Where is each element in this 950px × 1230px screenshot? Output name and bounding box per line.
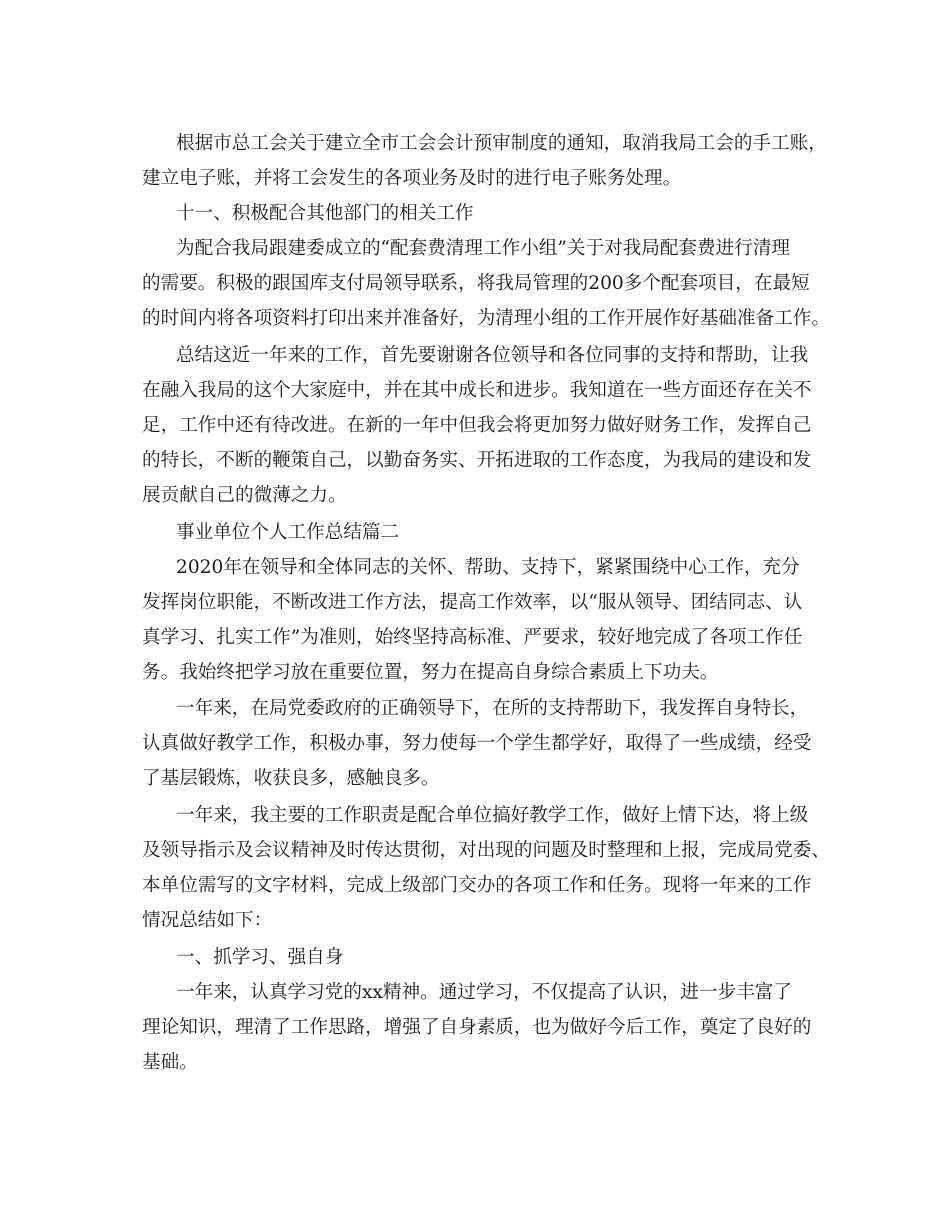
text-line: 在融入我局的这个大家庭中，并在其中成长和进步。我知道在一些方面还存在关不: [142, 380, 812, 401]
text-line: 发挥岗位职能，不断改进工作方法，提高工作效率，以“服从领导、团结同志、认: [142, 592, 803, 613]
text-line: 根据市总工会关于建立全市工会会计预审制度的通知，取消我局工会的手工账，: [176, 133, 827, 154]
text-line: 展贡献自己的微薄之力。: [142, 485, 347, 506]
text-line: 理论知识，理清了工作思路，增强了自身素质，也为做好今后工作，奠定了良好的: [142, 1017, 812, 1038]
text-line: 一年来，认真学习党的xx精神。通过学习，不仅提高了认识，进一步丰富了: [176, 982, 792, 1003]
text-line: 的特长，不断的鞭策自己，以勤奋务实、开拓进取的工作态度，为我局的建设和发: [142, 450, 812, 471]
text-line: 建立电子账，并将工会发生的各项业务及时的进行电子账务处理。: [142, 168, 682, 189]
section-heading: 十一、积极配合其他部门的相关工作: [176, 203, 474, 224]
section-heading: 一、抓学习、强自身: [176, 947, 344, 968]
text-line: 总结这近一年来的工作，首先要谢谢各位领导和各位同事的支持和帮助，让我: [176, 345, 809, 366]
text-line: 了基层锻炼，收获良多，感触良多。: [142, 768, 440, 789]
text-line: 足，工作中还有待改进。在新的一年中但我会将更加努力做好财务工作，发挥自己: [142, 415, 812, 436]
text-line: 及领导指示及会议精神及时传达贯彻，对出现的问题及时整理和上报，完成局党委、: [142, 840, 830, 861]
text-line: 的需要。积极的跟国库支付局领导联系，将我局管理的200多个配套项目，在最短: [142, 273, 810, 294]
section-heading: 事业单位个人工作总结篇二: [176, 522, 400, 543]
text-line: 情况总结如下：: [142, 910, 273, 931]
text-line: 务。我始终把学习放在重要位置，努力在提高自身综合素质上下功夫。: [142, 662, 719, 683]
text-line: 的时间内将各项资料打印出来并准备好，为清理小组的工作开展作好基础准备工作。: [142, 308, 830, 329]
text-line: 一年来，在局党委政府的正确领导下，在所的支持帮助下，我发挥自身特长，: [176, 698, 809, 719]
text-line: 2020年在领导和全体同志的关怀、帮助、支持下，紧紧围绕中心工作，充分: [176, 557, 800, 578]
text-line: 基础。: [142, 1052, 198, 1073]
text-line: 为配合我局跟建委成立的“配套费清理工作小组”关于对我局配套费进行清理: [176, 238, 791, 259]
text-line: 一年来，我主要的工作职责是配合单位搞好教学工作，做好上情下达，将上级: [176, 805, 809, 826]
text-line: 本单位需写的文字材料，完成上级部门交办的各项工作和任务。现将一年来的工作: [142, 875, 812, 896]
text-line: 认真做好教学工作，积极办事，努力使每一个学生都学好，取得了一些成绩，经受: [142, 733, 812, 754]
text-line: 真学习、扎实工作”为准则，始终坚持高标准、严要求，较好地完成了各项工作任: [142, 627, 803, 648]
